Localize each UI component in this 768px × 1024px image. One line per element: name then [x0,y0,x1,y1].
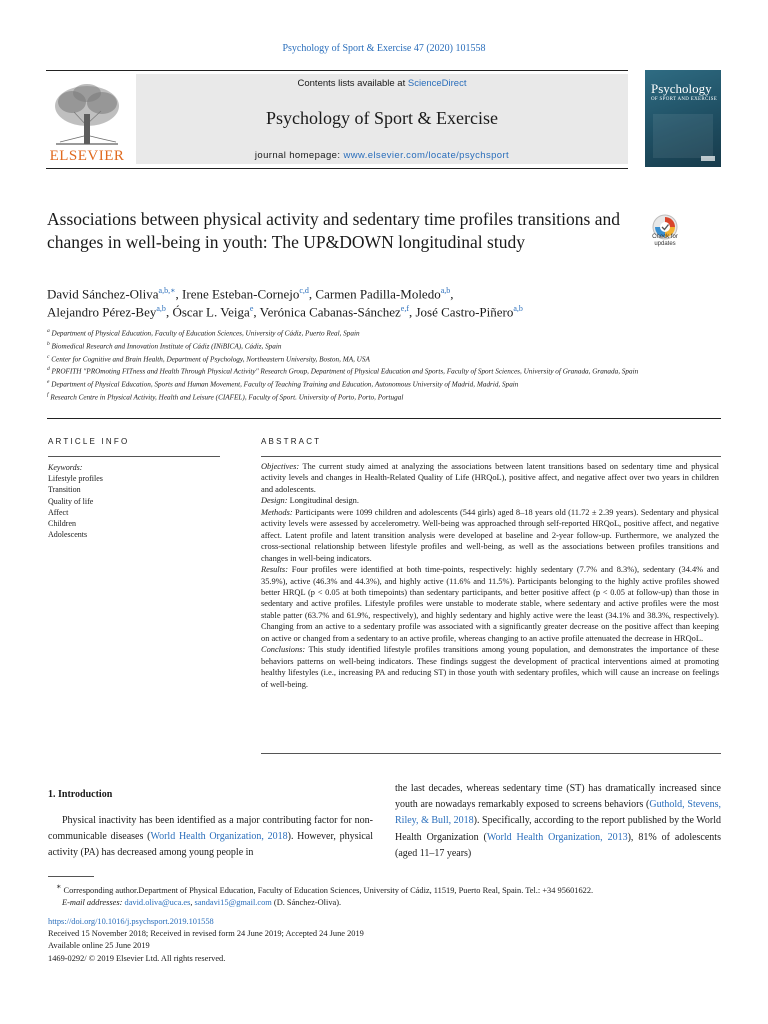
abstract-section-text: Four profiles were identified at both time-points, respectively: highly sedentary (7.7% and 8.3%), sedentary (34.4% and 35.9%), active (46.3% and 44.3%), and highly active (11.6% and 11.5%). Participants belonging to the highly active profiles showed better HRQL (p < 0.05 at both timepoints) than sedentary participants, and better positive affect (p < 0.05 at follow-up) than those in sedentary and active profiles. Lifestyle profiles were unstable to moderate stable, where sedentary and active profiles were the most stable patter (63.7% and 61.9%, respectively), and highly sedentary and highly active were the least (34.1% and 38.3%, respectively). Changing from an active to a sedentary profile was associated with a significantly greater decrease on the positive affect than keeping on active or changed from a sedentary to an active profile, whereas changing to an active profile attenuated the decrease in HRQoL. [261,565,720,643]
author-affiliation-mark[interactable]: c,d [299,286,309,295]
affiliation-mark: e [47,379,50,386]
affiliation-text: Research Centre in Physical Activity, Health and Leisure (CIAFEL), Faculty of Sport. University of Porto, Porto, Portugal [50,393,404,402]
keywords-block [48,462,220,540]
abstract-rule-top [261,456,721,457]
contents-prefix: Contents lists available at [297,78,408,89]
intro-text: ). However, physical activity (PA) has decreased among young people in [48,831,373,859]
corresponding-author-footnote [48,881,728,909]
author-name[interactable]: David Sánchez-Oliva [47,286,159,302]
abstract-rule-bottom [261,753,721,754]
abstract-section-label: Conclusions: [261,645,306,655]
affiliation-mark: f [47,391,49,398]
keyword-item: Transition [48,485,81,495]
affiliation-text: PROFITH "PROmoting FITness and Health Through Physical Activity" Research Group, Department of Physical Education and Sports, Faculty of Sport Sciences, University of Granada, Granada, Spain [51,367,639,376]
email-link[interactable]: david.oliva@uca.es [124,898,191,907]
email-suffix: (D. Sánchez-Oliva). [271,898,342,907]
abstract-section-text: This study identified lifestyle profiles transitions among young population, and demonstrates the importance of these behaviors patterns on well-being indicators. These findings suggest the development of practical interventions aimed at promoting healthy lifestyles (i.e., increasing PA and reducing ST) in those youth with sedentary profiles, which will cause an increase on feelings of well-being. [261,645,719,689]
email-link[interactable]: sandavi15@gmail.com [194,898,272,907]
abstract-section-text: Longitudinal design. [289,496,359,506]
footnote-rule [48,876,94,877]
author-separator: , [450,286,454,302]
doi-link[interactable]: https://doi.org/10.1016/j.psychsport.2019.101558 [48,917,214,926]
affiliation-item [47,377,717,390]
affiliation-item [47,390,717,403]
elsevier-wordmark: ELSEVIER [49,148,125,164]
abstract-methods [261,507,719,564]
abstract-body [261,461,719,690]
abstract-results [261,564,719,644]
introduction-right-column [395,781,721,862]
section-divider [47,418,721,419]
corresponding-author-line [48,881,728,897]
abstract-design [261,495,719,506]
author-affiliation-mark[interactable]: a,b,∗ [158,286,176,295]
sciencedirect-link[interactable]: ScienceDirect [407,78,467,89]
author-affiliation-mark[interactable]: e [249,304,254,313]
corresponding-text: Corresponding author.Department of Physical Education, Faculty of Education Sciences, University of Cádiz, 11519, Puerto Real, Spain. Tel.: +34 95601622. [63,885,594,895]
cover-title-main: Psychology [651,81,712,96]
author-affiliation-mark[interactable]: a,b [513,304,523,313]
keyword-item: Lifestyle profiles [48,474,103,484]
keyword-item: Children [48,519,76,529]
author-name[interactable]: Irene Esteban-Cornejo [182,286,300,302]
intro-text: ), 81% of adolescents (aged 11–17 years) [395,831,721,859]
intro-text: ). Specifically, according to the report published by the World Health Organization ( [395,815,721,843]
keyword-item: Adolescents [48,530,88,540]
affiliation-mark: c [47,353,50,360]
author-name[interactable]: Alejandro Pérez-Bey [47,304,157,320]
affiliation-text: Center for Cognitive and Brain Health, Department of Psychology, Northeastern University, Boston, MA, USA [51,354,370,363]
affiliation-mark: a [47,328,50,334]
affiliation-text: Biomedical Research and Innovation Institute of Cádiz (INiBICA), Cádiz, Spain [51,342,282,351]
publication-info [48,916,364,965]
article-info-heading: ARTICLE INFO [48,437,130,446]
journal-title: Psychology of Sport & Exercise [266,108,498,128]
introduction-left-column [48,813,373,862]
check-for-updates-badge[interactable] [646,213,684,263]
author-name[interactable]: Verónica Cabanas-Sánchez [259,304,401,320]
received-dates: Received 15 November 2018; Received in revised form 24 June 2019; Accepted 24 June 2019 [48,929,364,939]
author-name[interactable]: Óscar L. Veiga [172,304,250,320]
abstract-section-label: Results: [261,565,288,575]
keywords-label: Keywords: [48,463,83,472]
author-separator: , [165,304,173,320]
abstract-heading: ABSTRACT [261,437,322,446]
article-info-rule [48,456,220,457]
citation-link[interactable]: Guthold, Stevens, Riley, & Bull, 2018 [395,799,721,827]
journal-cover[interactable] [645,70,721,167]
author-separator: , [308,286,316,302]
copyright-line: 1469-0292/ © 2019 Elsevier Ltd. All rights reserved. [48,953,226,963]
available-online: Available online 25 June 2019 [48,941,150,951]
affiliation-item [47,326,717,339]
abstract-conclusions [261,644,719,690]
author-separator: , [409,304,416,320]
author-name[interactable]: Carmen Padilla-Moledo [315,286,441,302]
affiliations-list [47,326,717,403]
article-title: Associations between physical activity and sedentary time profiles transitions and changes in well-being in youth: The UP&DOWN longitudinal study [47,209,620,252]
contents-line [136,78,628,89]
affiliation-mark: b [47,340,50,347]
author-separator: , [175,286,183,302]
author-name[interactable]: José Castro-Piñero [415,304,514,320]
homepage-line [136,150,628,161]
citation-link[interactable]: World Health Organization, 2013 [486,831,628,843]
intro-text: the last decades, whereas sedentary time (ST) has dramatically increased since youth are nowadays remarkably exposed to screens behaviors ( [395,783,721,811]
cover-logo [701,156,715,161]
email-label: E-mail addresses: [62,898,123,907]
cover-title-sub: OF SPORT AND EXERCISE [651,97,718,102]
citation-link[interactable]: World Health Organization, 2018 [150,831,288,843]
affiliation-item [47,352,717,365]
intro-text: Physical inactivity has been identified as a major contributing factor for non-communicable diseases ( [48,815,373,843]
journal-reference[interactable]: Psychology of Sport & Exercise 47 (2020) 101558 [282,43,486,54]
introduction-heading: 1. Introduction [48,789,113,800]
author-affiliation-mark[interactable]: a,b [156,304,166,313]
abstract-section-label: Objectives: [261,462,300,471]
elsevier-logo[interactable] [46,78,128,164]
crossmark-label: Check for updates [652,234,678,247]
email-separator: , [190,898,195,907]
email-line [48,897,728,909]
abstract-section-text: Participants were 1099 children and adolescents (544 girls) aged 8–18 years old (11.72 ± 2.39 years). Sedentary and physical activity levels were assessed by accelerometry. Well-being was approached through self-reported HRQoL, positive affect, and negative affect. Latent profile and latent transition analysis were developed at baseline and 2-year follow-up. Furthermore, we analyzed the cross-sectional relationship between lifestyle profiles and well-being, as well as the associations between profiles transitions and changes in well-being indicators. [261,507,719,563]
author-list-line-1 [47,286,454,302]
affiliation-text: Department of Physical Education, Sports and Human Movement, Faculty of Teaching Training and Education, Autonomous University of Madrid, Madrid, Spain [51,380,519,389]
affiliation-item [47,364,717,377]
affiliation-item [47,339,717,352]
abstract-section-text: The current study aimed at analyzing the associations between latent transitions based on sedentary time and physical activity levels and changes in Health-Related Quality of Life (HRQoL), positive affect, and negative affect over two years in children and adolescents. [261,462,719,494]
cover-artwork [653,114,713,158]
author-affiliation-mark[interactable]: a,b [440,286,451,295]
affiliation-mark: d [47,366,50,373]
homepage-prefix: journal homepage: [254,150,344,161]
abstract-objectives [261,461,719,495]
abstract-section-label: Design: [261,496,288,506]
keyword-item: Quality of life [48,496,94,506]
author-affiliation-mark[interactable]: e,f [400,304,409,313]
cover-title [651,82,719,103]
homepage-link[interactable]: www.elsevier.com/locate/psychsport [343,150,510,161]
footnote-mark: ∗ [56,882,62,891]
author-separator: , [253,304,260,320]
abstract-section-label: Methods: [261,507,293,517]
author-list-line-2 [47,304,523,320]
affiliation-text: Department of Physical Education, Faculty of Education Sciences, University of Cádiz, Puerto Real, Spain [51,329,360,338]
keyword-item: Affect [48,507,69,517]
